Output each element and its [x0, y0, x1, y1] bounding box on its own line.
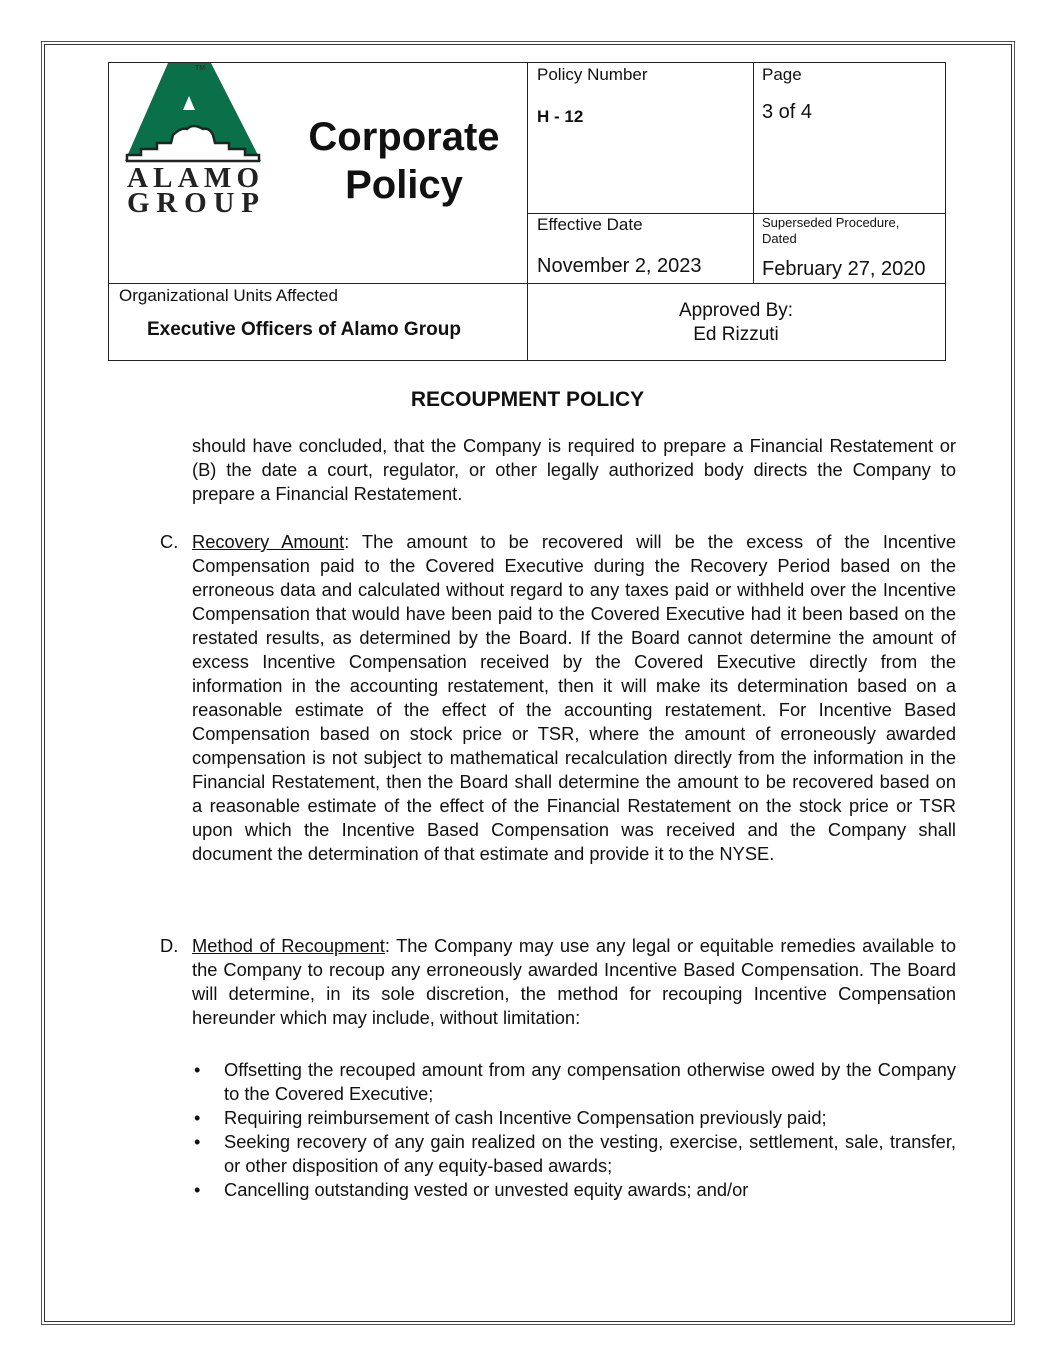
corporate-policy-title — [294, 113, 514, 209]
section-d-text: : The Company may use any legal or equitable remedies available to the Company to recoup any erroneously awarded Incentive Based Compensation. The Board will determine, in its sole discretion, the method for recouping Incentive Compensation hereunder which may include, without limitation: — [192, 935, 956, 1028]
document-title: RECOUPMENT POLICY — [410, 388, 645, 411]
bullet-icon: • — [194, 1107, 201, 1128]
superseded-label-line1: Superseded Procedure, — [762, 215, 900, 230]
page-value: 3 of 4 — [762, 101, 813, 123]
logo-line-2: GROUP — [127, 187, 259, 213]
effective-date-label: Effective Date — [537, 215, 643, 234]
org-units-cell — [119, 286, 461, 341]
title-line-2: Policy — [345, 163, 463, 207]
policy-number-cell — [537, 65, 648, 127]
alamo-a-icon — [123, 63, 263, 213]
superseded-date-value: February 27, 2020 — [762, 258, 926, 280]
header-divider-h2 — [109, 283, 945, 284]
header-divider-v2 — [753, 63, 754, 283]
org-units-label: Organizational Units Affected — [119, 286, 338, 305]
title-line-1: Corporate — [308, 115, 500, 159]
section-c-text: : The amount to be recovered will be the excess of the Incentive Compensation paid to the Covered Executive during the Recovery Period based on the erroneous data and calculated without regard to any taxes paid or withheld over the Incentive Compensation that would have been paid to the Covered Executive had it been based on the restated results, as determined by the Board. If the Board cannot determine the amount of excess Incentive Compensation received by the Covered Executive directly from the information in the accounting restatement, then it will make its determination based on a reasonable estimate of the effect of the accounting restatement. For Incentive Based Compensation based on stock price or TSR, where the amount of erroneously awarded compensation is not subject to mathematical recalculation directly from the information in the Financial Restatement, then the Board shall determine the amount to be recovered based on a reasonable estimate of the effect of the Financial Restatement on the stock price or TSR upon which the Incentive Based Compensation was received and the Company shall document the determination of that estimate and provide it to the NYSE. — [192, 531, 956, 864]
list-item-text: Seeking recovery of any gain realized on the vesting, exercise, settlement, sale, transfer, or other disposition of any equity-based awards; — [224, 1131, 956, 1176]
list-item — [192, 1106, 956, 1130]
recoupment-methods-list — [192, 1058, 956, 1202]
section-c-heading: Recovery Amount — [192, 531, 345, 552]
page-label: Page — [762, 65, 802, 84]
section-c-recovery-amount — [192, 530, 956, 866]
list-item — [192, 1058, 956, 1106]
superseded-label-line2: Dated — [762, 231, 797, 246]
continuation-paragraph: should have concluded, that the Company is required to prepare a Financial Restatement or (B) the date a court, regulator, or other legally authorized body directs the Company to prepare a Financial Restatement. — [192, 435, 956, 504]
superseded-cell — [762, 215, 925, 281]
effective-date-cell — [537, 215, 702, 278]
bullet-icon: • — [194, 1059, 201, 1080]
section-d-method-of-recoupment — [192, 934, 956, 1030]
logo-line-1: ALAMO — [127, 162, 259, 194]
approved-by-cell — [527, 299, 945, 347]
page-cell — [762, 65, 812, 124]
effective-date-value: November 2, 2023 — [537, 255, 702, 277]
bullet-icon: • — [194, 1131, 201, 1152]
alamo-group-logo — [123, 63, 263, 213]
policy-header-table — [108, 62, 946, 361]
policy-number-label: Policy Number — [537, 65, 648, 84]
section-d-heading: Method of Recoupment — [192, 935, 385, 956]
list-item-text: Requiring reimbursement of cash Incentive Compensation previously paid; — [224, 1107, 827, 1128]
section-d-letter: D. — [160, 935, 179, 956]
svg-text:TM: TM — [195, 65, 206, 72]
approved-by-label: Approved By: — [678, 300, 794, 321]
policy-number-value: H - 12 — [537, 107, 584, 126]
list-item-text: Offsetting the recouped amount from any compensation otherwise owed by the Company to the Covered Executive; — [224, 1059, 956, 1104]
org-units-value: Executive Officers of Alamo Group — [147, 319, 461, 340]
bullet-icon: • — [194, 1179, 201, 1200]
section-c-letter: C. — [160, 531, 179, 552]
list-item — [192, 1130, 956, 1178]
list-item-text: Cancelling outstanding vested or unvested equity awards; and/or — [224, 1179, 749, 1200]
approved-by-value: Ed Rizzuti — [693, 324, 779, 345]
header-divider-h1 — [527, 213, 945, 214]
list-item — [192, 1178, 956, 1202]
